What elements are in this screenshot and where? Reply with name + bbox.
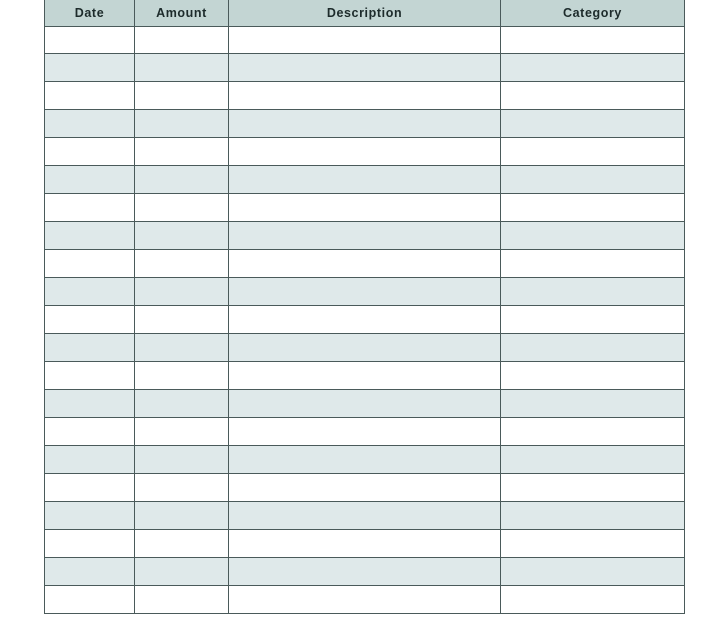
cell-category[interactable] bbox=[501, 529, 685, 557]
table-row[interactable] bbox=[45, 53, 685, 81]
cell-category[interactable] bbox=[501, 26, 685, 53]
table-row[interactable] bbox=[45, 26, 685, 53]
cell-category[interactable] bbox=[501, 501, 685, 529]
cell-description[interactable] bbox=[229, 417, 501, 445]
cell-amount[interactable] bbox=[135, 333, 229, 361]
cell-category[interactable] bbox=[501, 137, 685, 165]
cell-date[interactable] bbox=[45, 165, 135, 193]
cell-date[interactable] bbox=[45, 417, 135, 445]
cell-description[interactable] bbox=[229, 165, 501, 193]
cell-category[interactable] bbox=[501, 585, 685, 613]
cell-amount[interactable] bbox=[135, 389, 229, 417]
cell-date[interactable] bbox=[45, 26, 135, 53]
cell-amount[interactable] bbox=[135, 473, 229, 501]
cell-category[interactable] bbox=[501, 165, 685, 193]
cell-category[interactable] bbox=[501, 193, 685, 221]
cell-amount[interactable] bbox=[135, 53, 229, 81]
cell-description[interactable] bbox=[229, 305, 501, 333]
table-row[interactable] bbox=[45, 529, 685, 557]
table-row[interactable] bbox=[45, 473, 685, 501]
cell-amount[interactable] bbox=[135, 277, 229, 305]
cell-category[interactable] bbox=[501, 445, 685, 473]
cell-description[interactable] bbox=[229, 81, 501, 109]
cell-description[interactable] bbox=[229, 109, 501, 137]
cell-date[interactable] bbox=[45, 193, 135, 221]
cell-date[interactable] bbox=[45, 473, 135, 501]
column-header-amount: Amount bbox=[135, 0, 229, 26]
cell-amount[interactable] bbox=[135, 305, 229, 333]
table-row[interactable] bbox=[45, 361, 685, 389]
cell-category[interactable] bbox=[501, 221, 685, 249]
cell-category[interactable] bbox=[501, 305, 685, 333]
table-row[interactable] bbox=[45, 249, 685, 277]
cell-description[interactable] bbox=[229, 501, 501, 529]
cell-amount[interactable] bbox=[135, 137, 229, 165]
cell-amount[interactable] bbox=[135, 529, 229, 557]
cell-description[interactable] bbox=[229, 557, 501, 585]
ledger-table bbox=[44, 0, 685, 614]
cell-category[interactable] bbox=[501, 417, 685, 445]
table-row[interactable] bbox=[45, 305, 685, 333]
table-row[interactable] bbox=[45, 165, 685, 193]
cell-date[interactable] bbox=[45, 249, 135, 277]
cell-category[interactable] bbox=[501, 361, 685, 389]
cell-date[interactable] bbox=[45, 361, 135, 389]
cell-date[interactable] bbox=[45, 557, 135, 585]
cell-date[interactable] bbox=[45, 109, 135, 137]
cell-amount[interactable] bbox=[135, 417, 229, 445]
cell-description[interactable] bbox=[229, 529, 501, 557]
header-row bbox=[45, 0, 685, 26]
cell-amount[interactable] bbox=[135, 557, 229, 585]
cell-date[interactable] bbox=[45, 277, 135, 305]
table-row[interactable] bbox=[45, 109, 685, 137]
cell-date[interactable] bbox=[45, 333, 135, 361]
cell-description[interactable] bbox=[229, 445, 501, 473]
cell-description[interactable] bbox=[229, 473, 501, 501]
cell-date[interactable] bbox=[45, 389, 135, 417]
cell-category[interactable] bbox=[501, 557, 685, 585]
cell-category[interactable] bbox=[501, 109, 685, 137]
table-row[interactable] bbox=[45, 277, 685, 305]
cell-category[interactable] bbox=[501, 389, 685, 417]
cell-amount[interactable] bbox=[135, 26, 229, 53]
cell-amount[interactable] bbox=[135, 165, 229, 193]
cell-category[interactable] bbox=[501, 249, 685, 277]
cell-description[interactable] bbox=[229, 193, 501, 221]
cell-description[interactable] bbox=[229, 389, 501, 417]
cell-category[interactable] bbox=[501, 473, 685, 501]
cell-date[interactable] bbox=[45, 81, 135, 109]
table-body bbox=[45, 26, 685, 613]
table-row[interactable] bbox=[45, 193, 685, 221]
table-row[interactable] bbox=[45, 501, 685, 529]
table-row[interactable] bbox=[45, 557, 685, 585]
table-row[interactable] bbox=[45, 333, 685, 361]
cell-category[interactable] bbox=[501, 277, 685, 305]
table-row[interactable] bbox=[45, 417, 685, 445]
cell-amount[interactable] bbox=[135, 361, 229, 389]
cell-description[interactable] bbox=[229, 221, 501, 249]
cell-date[interactable] bbox=[45, 585, 135, 613]
column-header-description: Description bbox=[229, 0, 501, 26]
table-row[interactable] bbox=[45, 389, 685, 417]
cell-amount[interactable] bbox=[135, 501, 229, 529]
cell-amount[interactable] bbox=[135, 249, 229, 277]
cell-description[interactable] bbox=[229, 137, 501, 165]
cell-date[interactable] bbox=[45, 305, 135, 333]
cell-amount[interactable] bbox=[135, 193, 229, 221]
table-header bbox=[45, 0, 685, 26]
cell-category[interactable] bbox=[501, 53, 685, 81]
cell-date[interactable] bbox=[45, 221, 135, 249]
table-row[interactable] bbox=[45, 445, 685, 473]
table-row[interactable] bbox=[45, 585, 685, 613]
cell-date[interactable] bbox=[45, 137, 135, 165]
table-row[interactable] bbox=[45, 221, 685, 249]
cell-date[interactable] bbox=[45, 529, 135, 557]
cell-description[interactable] bbox=[229, 361, 501, 389]
cell-amount[interactable] bbox=[135, 221, 229, 249]
table-row[interactable] bbox=[45, 81, 685, 109]
cell-description[interactable] bbox=[229, 333, 501, 361]
column-header-category: Category bbox=[501, 0, 685, 26]
cell-description[interactable] bbox=[229, 53, 501, 81]
column-header-date: Date bbox=[45, 0, 135, 26]
cell-description[interactable] bbox=[229, 249, 501, 277]
cell-category[interactable] bbox=[501, 81, 685, 109]
cell-amount[interactable] bbox=[135, 585, 229, 613]
cell-date[interactable] bbox=[45, 501, 135, 529]
cell-amount[interactable] bbox=[135, 81, 229, 109]
cell-amount[interactable] bbox=[135, 445, 229, 473]
cell-category[interactable] bbox=[501, 333, 685, 361]
table-row[interactable] bbox=[45, 137, 685, 165]
cell-description[interactable] bbox=[229, 585, 501, 613]
cell-description[interactable] bbox=[229, 277, 501, 305]
cell-description[interactable] bbox=[229, 26, 501, 53]
cell-date[interactable] bbox=[45, 53, 135, 81]
cell-amount[interactable] bbox=[135, 109, 229, 137]
cell-date[interactable] bbox=[45, 445, 135, 473]
